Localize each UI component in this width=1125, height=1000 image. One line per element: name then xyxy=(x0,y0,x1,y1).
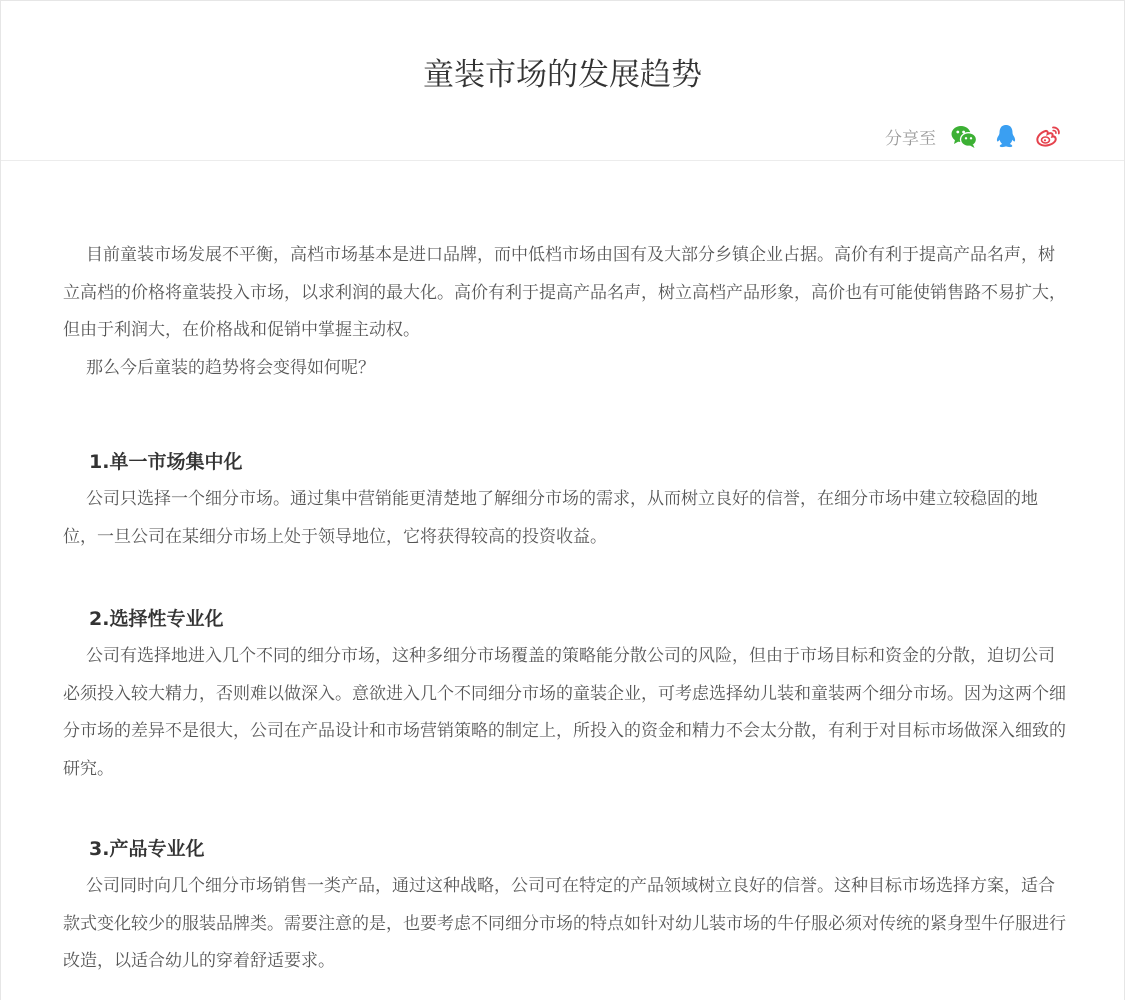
section-paragraph: 公司只选择一个细分市场。通过集中营销能更清楚地了解细分市场的需求，从而树立良好的信誉，在细分市场中建立较稳固的地位，一旦公司在某细分市场上处于领导地位，它将获得较高的投资收益。 xyxy=(63,489,1038,547)
article-header xyxy=(1,1,1124,161)
weibo-icon[interactable] xyxy=(1034,122,1062,150)
intro-question: 那么今后童装的趋势将会变得如何呢？ xyxy=(86,357,375,378)
section-heading: 1.单一市场集中化 xyxy=(89,451,243,473)
wechat-icon[interactable] xyxy=(950,122,978,150)
section-heading: 3.产品专业化 xyxy=(89,838,205,860)
share-bar xyxy=(885,120,1062,152)
section-paragraph: 公司同时向几个细分市场销售一类产品，通过这种战略，公司可在特定的产品领域树立良好的信誉。这种目标市场选择方案，适合款式变化较少的服装品牌类。需要注意的是，也要考虑不同细分市场的特点如针对幼儿装市场的牛仔服必须对传统的紧身型牛仔服进行改造，以适合幼儿的穿着舒适要求。 xyxy=(63,876,1066,971)
section-heading: 2.选择性专业化 xyxy=(89,608,224,630)
intro-paragraph: 目前童装市场发展不平衡，高档市场基本是进口品牌，而中低档市场由国有及大部分乡镇企业占据。高价有利于提高产品名声，树立高档的价格将童装投入市场，以求利润的最大化。高价有利于提高产品名声，树立高档产品形象，高价也有可能使销售路不易扩大，但由于利润大，在价格战和促销中掌握主动权。 xyxy=(63,245,1066,340)
article-title: 童装市场的发展趋势 xyxy=(423,57,702,93)
share-label: 分享至 xyxy=(885,128,936,149)
qq-icon[interactable] xyxy=(992,122,1020,150)
article-body xyxy=(63,237,1066,981)
section-paragraph: 公司有选择地进入几个不同的细分市场，这种多细分市场覆盖的策略能分散公司的风险，但由于市场目标和资金的分散，迫切公司必须投入较大精力，否则难以做深入。意欲进入几个不同细分市场的童装企业，可考虑选择幼儿装和童装两个细分市场。因为这两个细分市场的差异不是很大，公司在产品设计和市场营销策略的制定上，所投入的资金和精力不会太分散，有利于对目标市场做深入细致的研究。 xyxy=(63,646,1066,779)
